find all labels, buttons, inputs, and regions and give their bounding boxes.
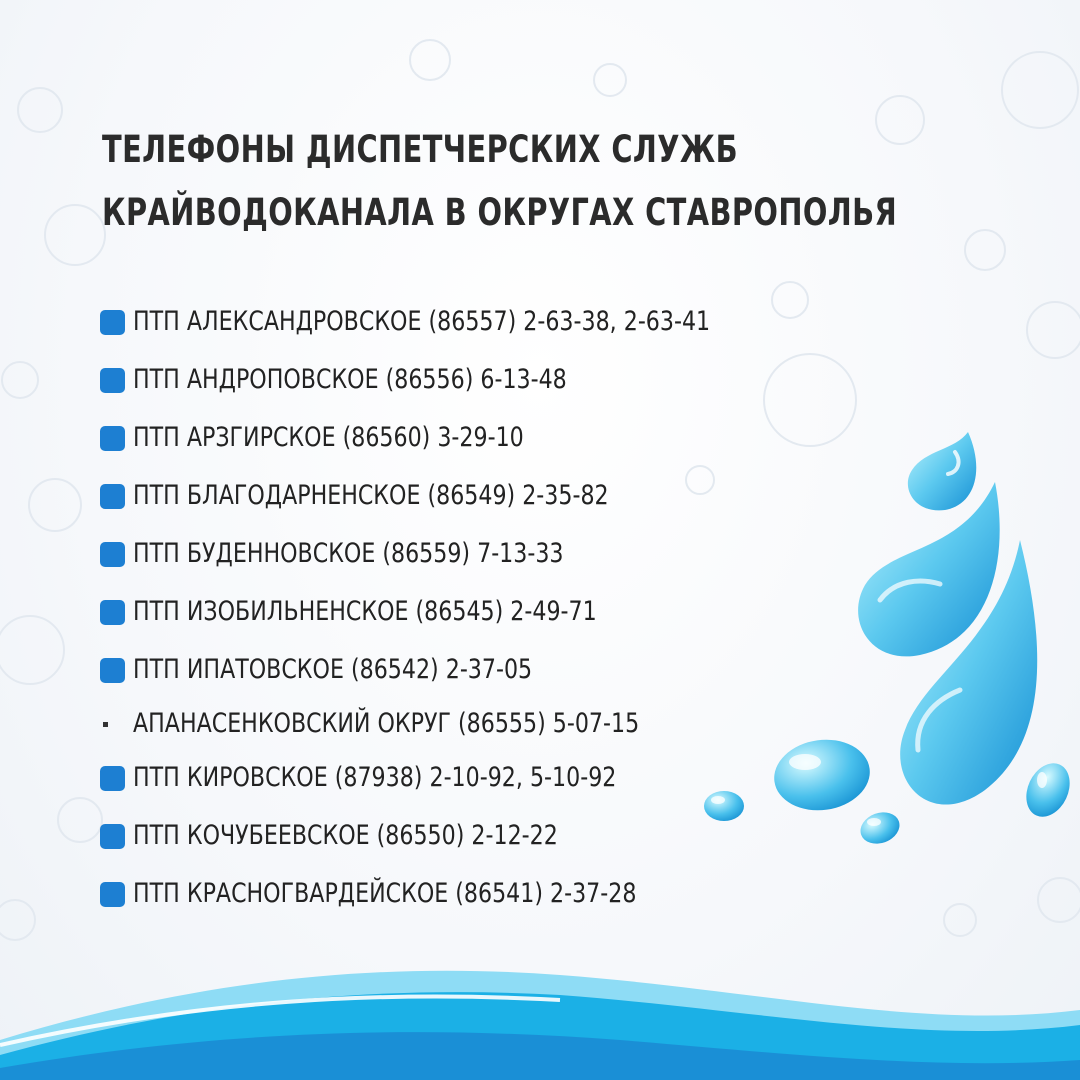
water-drops-icon xyxy=(690,420,1080,860)
bullet-icon xyxy=(100,310,125,335)
list-item-text: ПТП БЛАГОДАРНЕНСКОЕ (86549) 2-35-82 xyxy=(133,480,609,511)
list-item-text: ПТП ИЗОБИЛЬНЕНСКОЕ (86545) 2-49-71 xyxy=(133,596,597,627)
list-item-text: ПТП КРАСНОГВАРДЕЙСКОЕ (86541) 2-37-28 xyxy=(133,878,637,909)
title-line-1: ТЕЛЕФОНЫ ДИСПЕТЧЕРСКИХ СЛУЖБ xyxy=(102,128,738,171)
bullet-icon xyxy=(100,542,125,567)
bullet-icon xyxy=(100,658,125,683)
title-line-2: КРАЙВОДОКАНАЛА В ОКРУГАХ СТАВРОПОЛЬЯ xyxy=(102,191,898,234)
list-item-text: ПТП АРЗГИРСКОЕ (86560) 3-29-10 xyxy=(133,422,524,453)
page-title xyxy=(102,118,897,244)
bullet-icon xyxy=(100,426,125,451)
bullet-icon xyxy=(100,882,125,907)
list-item-text: ПТП БУДЕННОВСКОЕ (86559) 7-13-33 xyxy=(133,538,564,569)
small-bullet-icon xyxy=(103,722,108,727)
bullet-icon xyxy=(100,600,125,625)
bullet-icon xyxy=(100,824,125,849)
list-item xyxy=(100,356,900,414)
list-item-text: ПТП КИРОВСКОЕ (87938) 2-10-92, 5-10-92 xyxy=(133,762,617,793)
list-item-text: ПТП ИПАТОВСКОЕ (86542) 2-37-05 xyxy=(133,654,533,685)
bullet-icon xyxy=(100,368,125,393)
bullet-icon xyxy=(100,484,125,509)
list-item xyxy=(100,298,900,356)
list-item xyxy=(100,870,900,928)
list-item-text: ПТП КОЧУБЕЕВСКОЕ (86550) 2-12-22 xyxy=(133,820,558,851)
list-item-text: АПАНАСЕНКОВСКИЙ ОКРУГ (86555) 5-07-15 xyxy=(133,708,640,739)
bullet-icon xyxy=(100,766,125,791)
list-item-text: ПТП АНДРОПОВСКОЕ (86556) 6-13-48 xyxy=(133,364,567,395)
list-item-text: ПТП АЛЕКСАНДРОВСКОЕ (86557) 2-63-38, 2-63-41 xyxy=(133,306,711,337)
bottom-wave xyxy=(0,955,1080,1080)
